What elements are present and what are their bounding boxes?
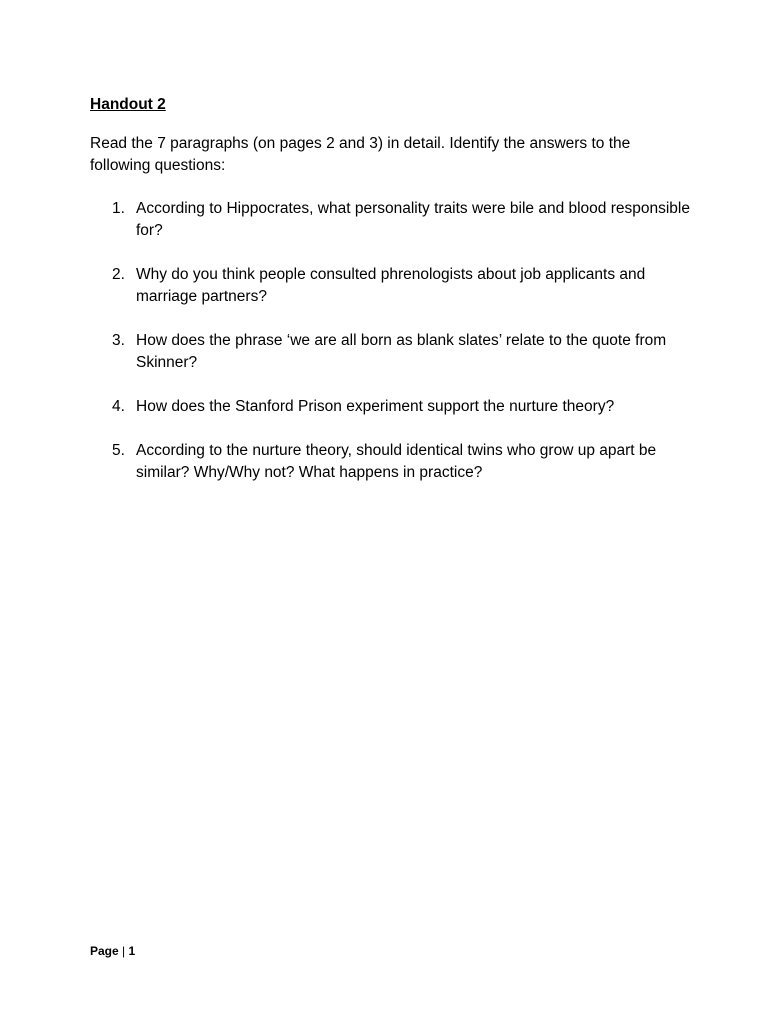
question-number: 2. <box>112 266 125 283</box>
question-number: 1. <box>112 200 125 217</box>
question-text: How does the Stanford Prison experiment support the nurture theory? <box>136 398 615 415</box>
question-number: 5. <box>112 442 125 459</box>
question-number: 3. <box>112 332 125 349</box>
question-text: According to Hippocrates, what personality traits were bile and blood responsible for? <box>136 200 690 239</box>
question-text: How does the phrase ‘we are all born as blank slates’ relate to the quote from Skinner? <box>136 332 667 371</box>
page-label: Page <box>90 944 119 958</box>
question-text: According to the nurture theory, should identical twins who grow up apart be similar? Why/Why not? What happens in practice? <box>136 442 657 481</box>
question-item <box>90 198 690 242</box>
document-title: Handout 2 <box>90 96 166 113</box>
question-number: 4. <box>112 398 125 415</box>
intro-paragraph: Read the 7 paragraphs (on pages 2 and 3) in detail. Identify the answers to the following questions: <box>90 135 631 174</box>
question-item <box>90 396 690 418</box>
page-separator: | <box>122 944 126 958</box>
question-item <box>90 440 690 484</box>
question-text: Why do you think people consulted phrenologists about job applicants and marriage partners? <box>136 266 646 305</box>
question-item <box>90 330 690 374</box>
question-list <box>90 198 690 506</box>
page-footer <box>90 943 135 959</box>
question-item <box>90 264 690 308</box>
page-number: 1 <box>128 944 136 958</box>
